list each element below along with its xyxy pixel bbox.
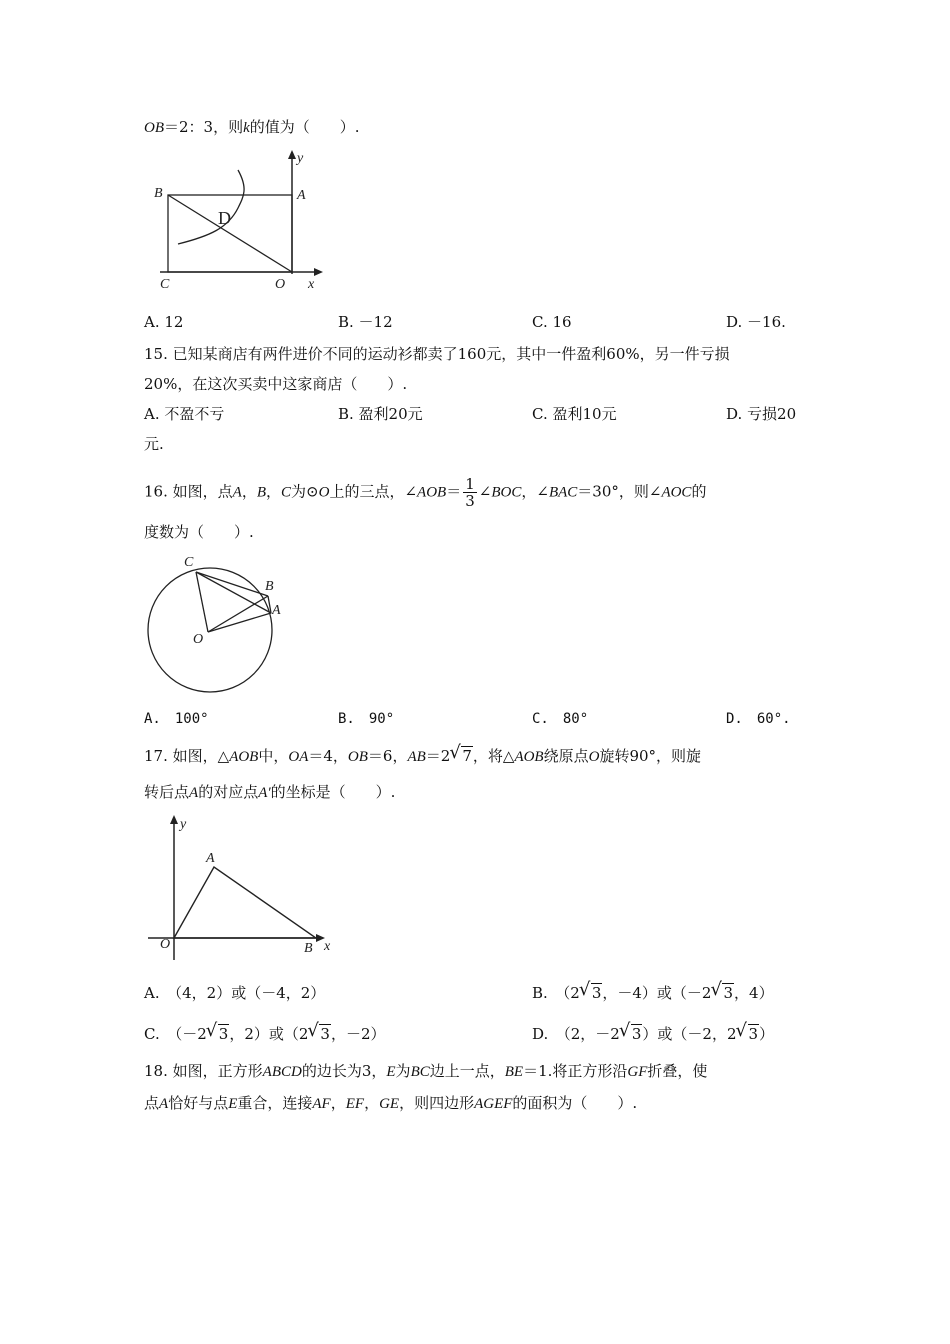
q14-y-arrow <box>288 150 296 159</box>
q17-stem-line1: 17. 如图，△AOB中，OA＝4，OB＝6，AB＝2√ 7，将△AOB绕原点O旋转90°，则旋 <box>144 745 701 768</box>
q15-stem-line1 <box>144 343 730 365</box>
q14-end: 的值为（ ）. <box>249 118 360 136</box>
q14-label-x: x <box>308 277 315 292</box>
q15-option-d-tail: 元. <box>144 435 164 453</box>
q16-label-b: B <box>265 579 274 594</box>
q16-segment-co <box>196 572 208 632</box>
q17-option-a: A. （4，2）或（－4，2） <box>144 984 326 1002</box>
q14-diagonal <box>168 195 292 272</box>
q18-stem-line2: 点A恰好与点E重合，连接AF，EF，GE，则四边形AGEF的面积为（ ）. <box>144 1094 638 1112</box>
q14-x-arrow <box>314 268 323 276</box>
q17-label-y: y <box>180 817 187 832</box>
q15-stem-line2: 20%，在这次买卖中这家商店（ ）. <box>144 375 408 393</box>
q14-option-b: B. －12 <box>338 313 393 331</box>
q18-number: 18. <box>144 1062 168 1080</box>
q16-label-c: C <box>184 555 194 570</box>
q16-segment-ob <box>208 596 268 632</box>
q17-figure <box>140 812 340 967</box>
q14-stem <box>144 116 360 139</box>
q16-circle <box>148 568 272 692</box>
q15-option-a: A. 不盈不亏 <box>144 405 225 423</box>
q16-option-c: C. 80° <box>532 711 589 727</box>
q16-option-a: A. 100° <box>144 711 209 727</box>
q17-number: 17. <box>144 747 168 765</box>
q14-label-y: y <box>297 151 304 166</box>
q16-number: 16. <box>144 482 168 501</box>
q17-y-arrow <box>170 815 178 824</box>
q14-label-o: O <box>275 277 286 292</box>
q17-triangle <box>174 867 316 938</box>
q15-option-c: C. 盈利10元 <box>532 405 617 423</box>
q14-option-c: C. 16 <box>532 313 572 331</box>
q15-option-b: B. 盈利20元 <box>338 405 423 423</box>
q17-label-x: x <box>324 939 331 954</box>
q15-text1: 已知某商店有两件进价不同的运动衫都卖了160元，其中一件盈利60%，另一件亏损 <box>172 345 730 363</box>
q14-ratio: ＝2：3，则 <box>164 118 244 136</box>
q16-label-a: A <box>272 603 281 618</box>
q14-option-a: A. 12 <box>144 313 184 331</box>
q14-k: k <box>243 120 250 136</box>
q14-label-c: C <box>160 277 170 292</box>
q16-label-o: O <box>193 632 204 647</box>
q17-label-b: B <box>304 941 313 956</box>
q14-ob: OB <box>144 120 164 136</box>
q17-label-o: O <box>160 937 171 952</box>
q16-segment-oa <box>208 613 271 632</box>
q17-option-c: C. （－2√ 3，2）或（2√ 3，－2） <box>144 1023 386 1045</box>
q15-option-d: D. 亏损20 <box>726 405 797 423</box>
q16-fraction: $\frac{1}{3}$ <box>465 475 475 510</box>
q14-option-d: D. －16. <box>726 313 786 331</box>
q17-sqrt7: √ 7 <box>450 745 473 767</box>
q14-label-b: B <box>154 186 163 201</box>
q14-figure <box>140 148 340 303</box>
q17-stem-line2: 转后点A的对应点A′的坐标是（ ）. <box>144 783 396 801</box>
q17-label-a: A <box>206 851 215 866</box>
q16-option-b: B. 90° <box>338 711 395 727</box>
q17-option-d: D. （2，－2√ 3）或（－2，2√ 3） <box>532 1023 774 1045</box>
q14-label-a: A <box>297 188 306 203</box>
q17-option-b: B. （2√ 3，－4）或（－2√ 3，4） <box>532 982 774 1004</box>
q16-option-d: D. 60°. <box>726 711 791 727</box>
q16-figure <box>140 550 300 700</box>
q14-label-d: D <box>218 208 231 228</box>
q16-stem-line2: 度数为（ ）. <box>144 523 254 541</box>
q18-stem-line1: 18. 如图，正方形ABCD的边长为3，E为BC边上一点，BE＝1.将正方形沿GF折叠，使 <box>144 1062 708 1080</box>
q15-number: 15. <box>144 345 168 363</box>
q16-stem-line1: 16. 如图，点A，B，C为⊙O上的三点，∠AOB＝ $\frac{1}{3}$ ∠BOC，∠BAC＝30°，则∠AOC的 <box>144 475 707 510</box>
